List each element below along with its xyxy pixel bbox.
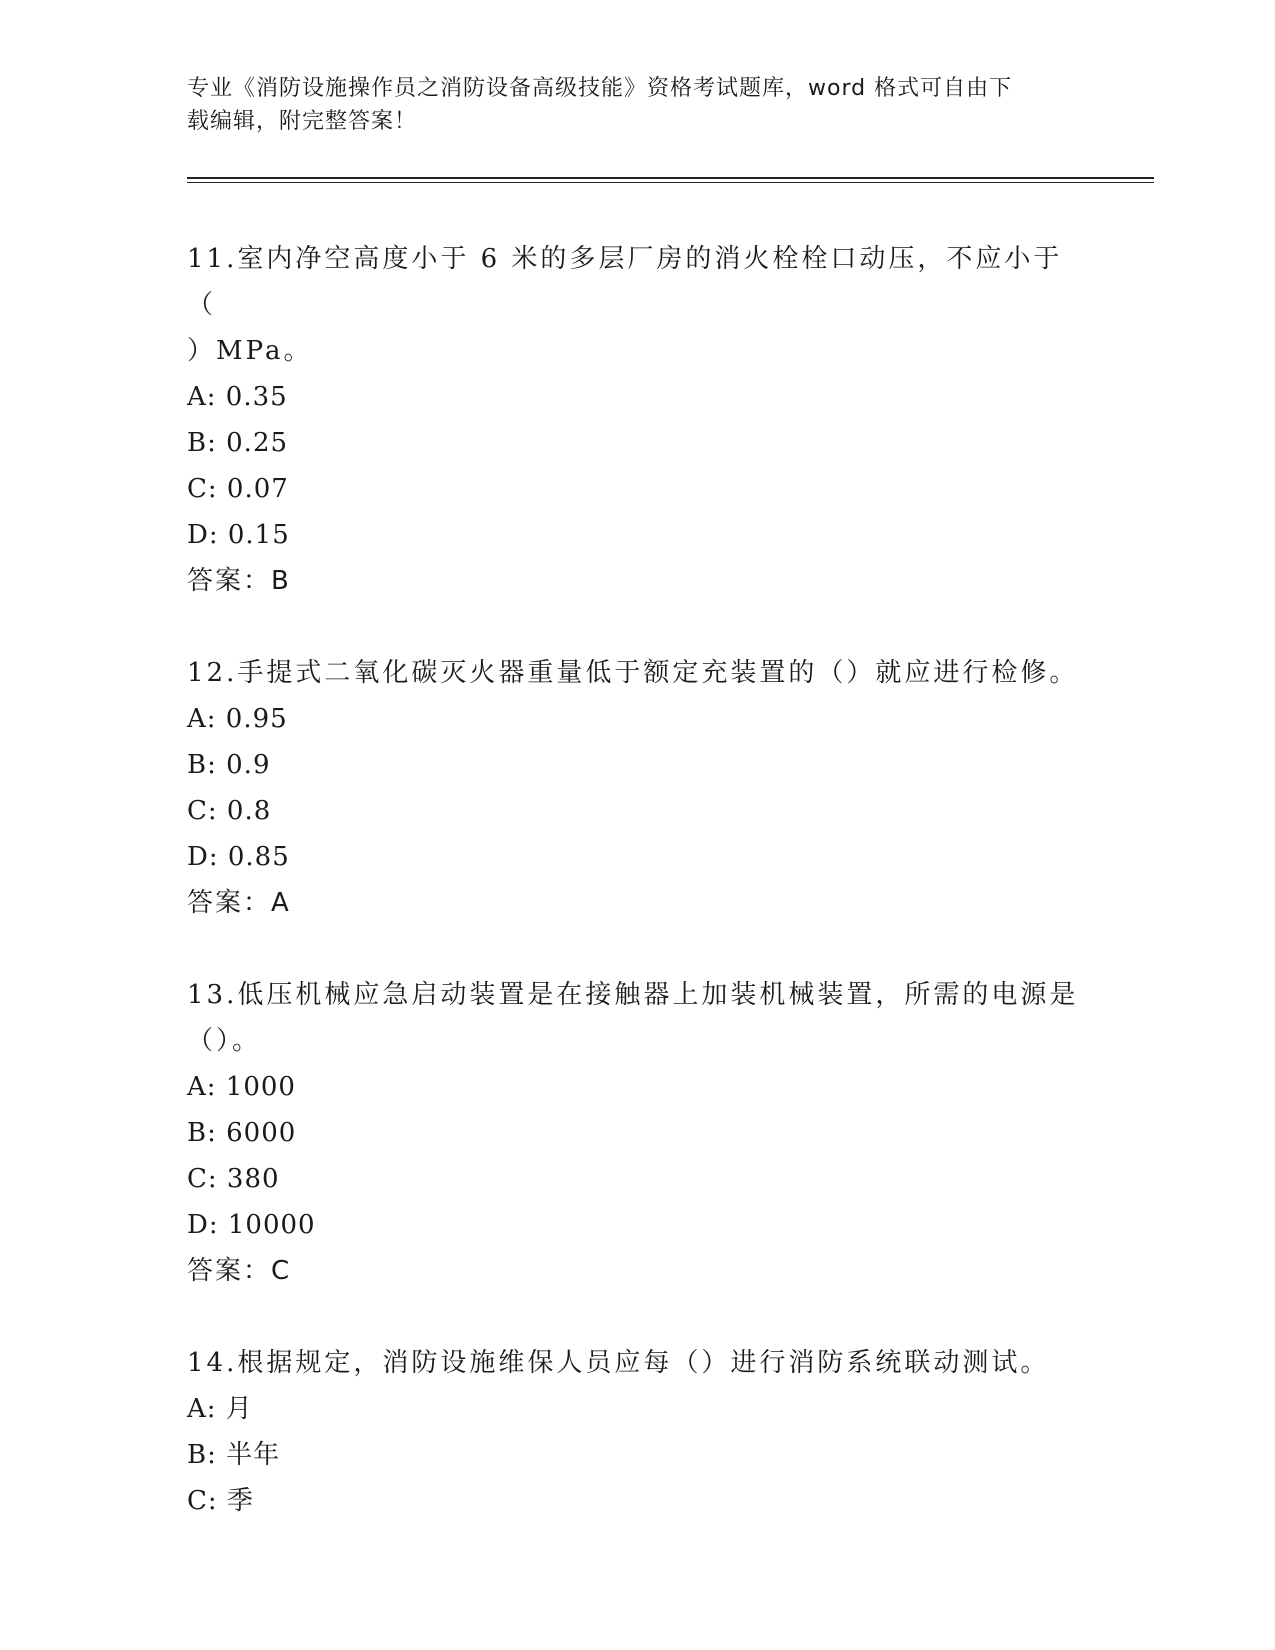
option-c: C: 0.8 <box>187 796 272 826</box>
option-c: C: 季 <box>187 1486 254 1516</box>
document-header <box>187 72 1067 138</box>
question-stem-line-2: （）。 <box>187 1026 262 1056</box>
question-list <box>187 236 1087 1570</box>
option-c: C: 380 <box>187 1164 280 1194</box>
question-stem-line-1: 12.手提式二氧化碳灭火器重量低于额定充装置的（）就应进行检修。 <box>187 658 1079 688</box>
question-11 <box>187 236 1087 604</box>
header-line-1: 专业《消防设施操作员之消防设备高级技能》资格考试题库，word 格式可自由下 <box>187 76 1013 101</box>
option-b: B: 0.25 <box>187 428 289 458</box>
header-divider-thin <box>187 182 1154 183</box>
option-d: D: 0.85 <box>187 842 290 872</box>
question-stem-line-2: ）MPa。 <box>187 336 313 366</box>
option-c: C: 0.07 <box>187 474 289 504</box>
option-a: A: 0.95 <box>187 704 288 734</box>
question-13 <box>187 972 1087 1294</box>
header-divider-thick <box>187 177 1154 179</box>
question-12 <box>187 650 1087 926</box>
question-stem-line-1: 13.低压机械应急启动装置是在接触器上加装机械装置，所需的电源是 <box>187 980 1079 1010</box>
option-a: A: 1000 <box>187 1072 296 1102</box>
answer-label: 答案：A <box>187 888 291 918</box>
option-b: B: 6000 <box>187 1118 297 1148</box>
question-14 <box>187 1340 1087 1524</box>
option-b: B: 0.9 <box>187 750 271 780</box>
option-d: D: 10000 <box>187 1210 316 1240</box>
answer-label: 答案：C <box>187 1256 292 1286</box>
answer-label: 答案：B <box>187 566 291 596</box>
option-a: A: 月 <box>187 1394 253 1424</box>
question-stem-line-1: 11.室内净空高度小于 6 米的多层厂房的消火栓栓口动压，不应小于（ <box>187 244 1063 320</box>
option-b: B: 半年 <box>187 1440 281 1470</box>
header-line-2: 载编辑，附完整答案！ <box>187 109 418 134</box>
option-a: A: 0.35 <box>187 382 288 412</box>
option-d: D: 0.15 <box>187 520 290 550</box>
question-stem-line-1: 14.根据规定，消防设施维保人员应每（）进行消防系统联动测试。 <box>187 1348 1050 1378</box>
